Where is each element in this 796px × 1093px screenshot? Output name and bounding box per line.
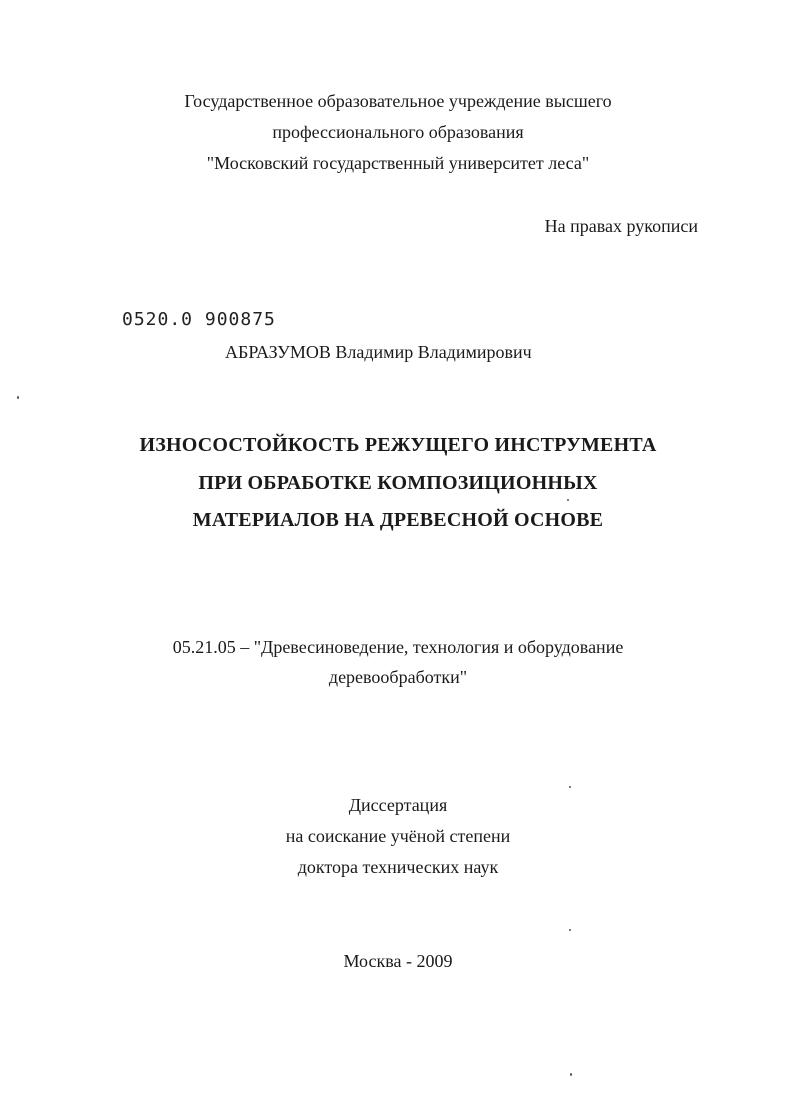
author-name: АБРАЗУМОВ Владимир Владимирович (225, 342, 532, 362)
rights-note: На правах рукописи (544, 216, 698, 236)
scan-speck (17, 396, 19, 399)
institution-line-3: "Московский государственный университет леса" (206, 153, 590, 173)
degree-line-1: Диссертация (348, 795, 448, 815)
scan-speck (569, 929, 571, 931)
specialty-line-2: деревообработки" (328, 667, 468, 687)
title-line-1: ИЗНОСОСТОЙКОСТЬ РЕЖУЩЕГО ИНСТРУМЕНТА (139, 434, 657, 456)
scan-speck (569, 786, 571, 788)
scan-speck (570, 1073, 572, 1076)
institution-line-1: Государственное образовательное учреждение высшего (184, 91, 612, 111)
degree-line-2: на соискание учёной степени (285, 826, 511, 846)
registration-stamp: 0520.0 900875 (122, 309, 276, 330)
specialty-line-1: 05.21.05 – "Древесиноведение, технология и оборудование (172, 637, 624, 657)
title-line-3: МАТЕРИАЛОВ НА ДРЕВЕСНОЙ ОСНОВЕ (192, 509, 604, 531)
city-year: Москва - 2009 (343, 951, 453, 971)
degree-line-3: доктора технических наук (297, 857, 499, 877)
institution-line-2: профессионального образования (272, 122, 524, 142)
title-line-2: ПРИ ОБРАБОТКЕ КОМПОЗИЦИОННЫХ (198, 472, 598, 494)
scan-speck (567, 499, 569, 501)
